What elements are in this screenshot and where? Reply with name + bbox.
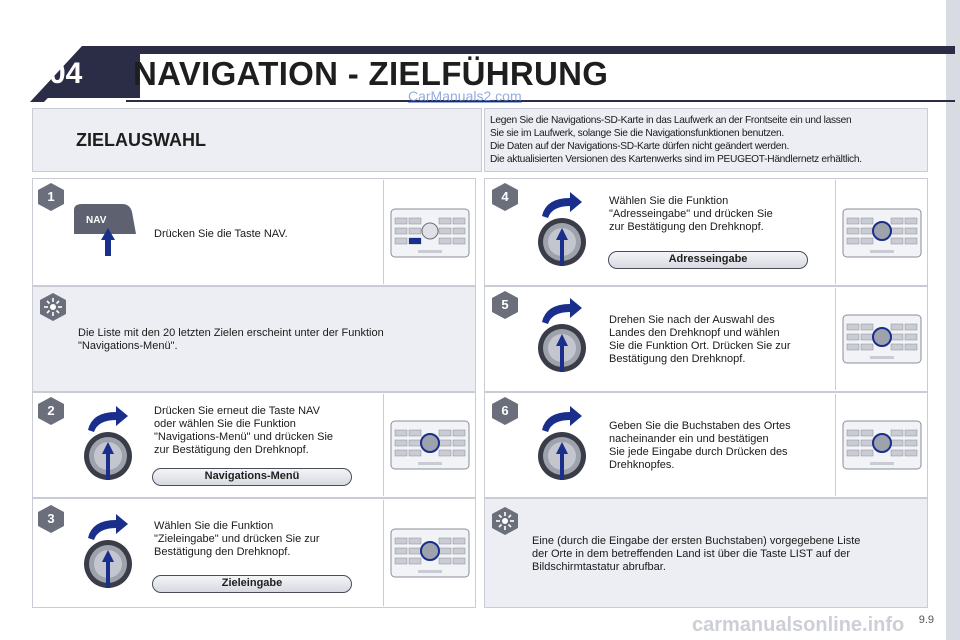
step-line: Geben Sie die Buchstaben des Ortes — [609, 420, 791, 432]
menu-pill-zieleingabe: Zieleingabe — [152, 575, 352, 593]
step-line: Drücken Sie die Taste NAV. — [154, 228, 288, 240]
step-4-text — [609, 195, 773, 234]
intro-line: Die Daten auf der Navigations-SD-Karte dürfen nicht geändert werden. — [490, 141, 789, 152]
step-6-text — [609, 420, 791, 472]
section-title: ZIELAUSWAHL — [76, 130, 206, 150]
radio-panel-illustration — [390, 528, 470, 578]
step-badge-4 — [490, 182, 520, 212]
step-line: "Zieleingabe" und drücken Sie zur — [154, 533, 320, 545]
step-number: 4 — [501, 189, 509, 204]
intro-line: Legen Sie die Navigations-SD-Karte in das Laufwerk an der Frontseite ein und lassen — [490, 115, 852, 126]
divider — [835, 180, 836, 284]
menu-pill-adresseingabe: Adresseingabe — [608, 251, 808, 269]
step-line: zur Bestätigung den Drehknopf. — [609, 221, 764, 233]
step-1-text — [154, 228, 288, 241]
divider — [383, 500, 384, 606]
step-badge-5 — [490, 290, 520, 320]
step-line: Landes den Drehknopf und wählen — [609, 327, 780, 339]
tip-icon — [490, 506, 520, 536]
radio-panel-illustration — [842, 314, 922, 364]
step-badge-1 — [36, 182, 66, 212]
rotary-knob-icon — [78, 404, 140, 484]
step-line: zur Bestätigung den Drehknopf. — [154, 444, 309, 456]
step-line: "Adresseingabe" und drücken Sie — [609, 208, 773, 220]
nav-key-label: NAV — [86, 215, 107, 226]
step-line: oder wählen Sie die Funktion — [154, 418, 296, 430]
rotary-knob-icon — [532, 404, 594, 484]
step-badge-3 — [36, 504, 66, 534]
watermark-link[interactable]: CarManuals2.com — [408, 88, 522, 104]
step-line: Drehen Sie nach der Auswahl des — [609, 314, 775, 326]
step-badge-2 — [36, 396, 66, 426]
step-line: Wählen Sie die Funktion — [154, 520, 274, 532]
rotary-knob-icon — [532, 190, 594, 270]
step-line: Bestätigung den Drehknopf. — [154, 546, 291, 558]
divider — [383, 180, 384, 284]
step-line: "Navigations-Menü" und drücken Sie — [154, 431, 334, 443]
page-number: 9.9 — [918, 614, 934, 626]
step-line: nacheinander ein und bestätigen — [609, 433, 769, 445]
radio-panel-illustration — [390, 420, 470, 470]
tip-line: Eine (durch die Eingabe der ersten Buchstaben) vorgegebene Liste — [532, 535, 861, 547]
step-number: 6 — [501, 403, 509, 418]
tip-line: "Navigations-Menü". — [78, 340, 178, 352]
rotary-knob-icon — [532, 296, 594, 376]
chapter-number: 04 — [49, 57, 83, 90]
radio-panel-illustration — [390, 208, 470, 258]
tip-line: der Orte in dem betreffenden Land ist über die Taste LIST auf der — [532, 548, 850, 560]
divider — [835, 394, 836, 496]
tip-line: Bildschirmtastatur abrufbar. — [532, 561, 666, 573]
step-line: Sie die Funktion Ort. Drücken Sie zur — [609, 340, 791, 352]
page-title: NAVIGATION - ZIELFÜHRUNG — [133, 55, 609, 92]
divider — [835, 288, 836, 390]
step-line: Sie jede Eingabe durch Drücken des — [609, 446, 788, 458]
tip-1-text — [78, 327, 384, 353]
step-badge-6 — [490, 396, 520, 426]
tip-2-text — [532, 535, 860, 574]
intro-line: Die aktualisierten Versionen des Kartenwerks sind im PEUGEOT-Händlernetz erhältlich. — [490, 154, 862, 165]
nav-key-icon — [72, 200, 138, 234]
footer-watermark: carmanualsonline.info — [692, 614, 905, 636]
step-number: 2 — [47, 403, 55, 418]
step-number: 5 — [501, 297, 509, 312]
step-line: Wählen Sie die Funktion — [609, 195, 729, 207]
intro-text — [490, 114, 930, 166]
radio-panel-illustration — [842, 420, 922, 470]
divider — [383, 394, 384, 496]
tip-line: Die Liste mit den 20 letzten Zielen erscheint unter der Funktion — [78, 327, 384, 339]
step-3-text — [154, 520, 320, 559]
intro-line: Sie sie im Laufwerk, solange Sie die Navigationsfunktionen benutzen. — [490, 128, 784, 139]
step-number: 1 — [47, 189, 55, 204]
step-line: Bestätigung den Drehknopf. — [609, 353, 746, 365]
rotary-knob-icon — [78, 512, 140, 592]
step-line: Drehknopfes. — [609, 459, 675, 471]
tip-icon — [38, 292, 68, 322]
radio-panel-illustration — [842, 208, 922, 258]
step-5-text — [609, 314, 791, 366]
step-line: Drücken Sie erneut die Taste NAV — [154, 405, 320, 417]
step-number: 3 — [47, 511, 55, 526]
step-2-text — [154, 405, 333, 457]
menu-pill-navigations-menue: Navigations-Menü — [152, 468, 352, 486]
